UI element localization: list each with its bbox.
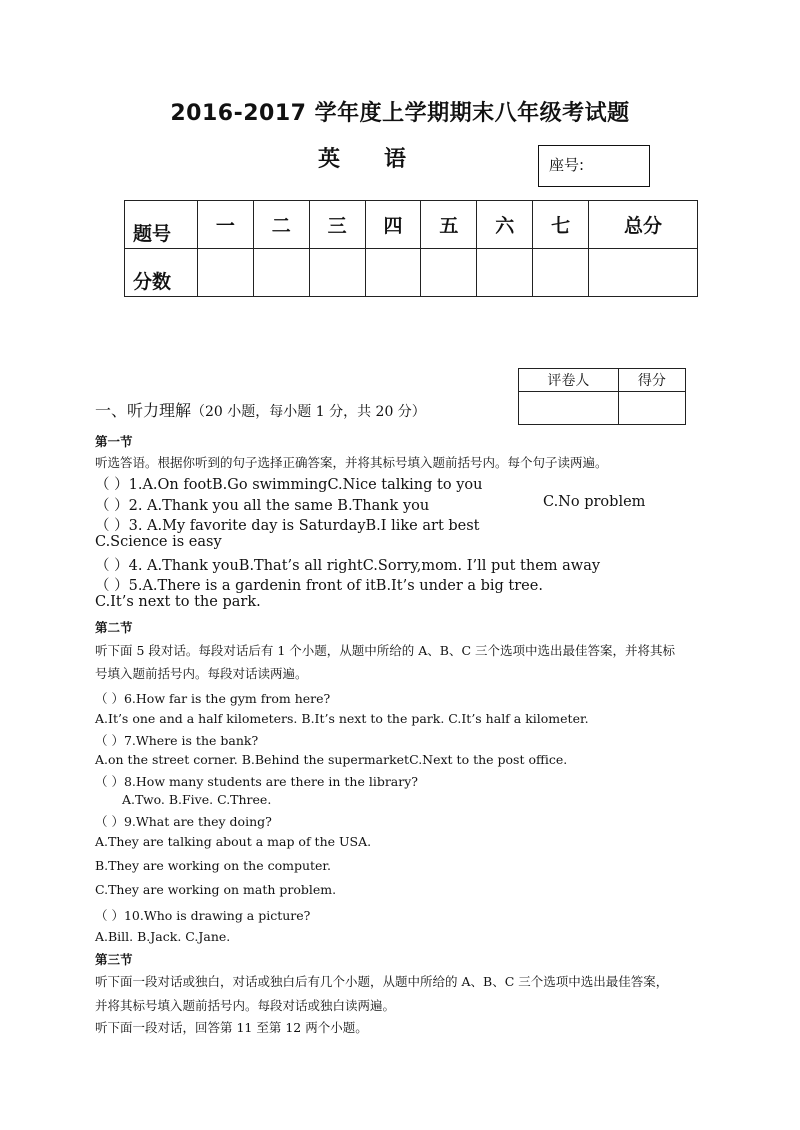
question-2-option-c: C.No problem xyxy=(543,494,646,510)
score-cell xyxy=(589,249,698,297)
section-title: 一、听力理解 xyxy=(95,401,192,420)
seat-label: 座号: xyxy=(549,156,585,174)
part3-instruction-1: 听下面一段对话或独白，对话或独白后有几个小题，从题中所给的 A、B、C 三个选项中选出最佳答案， xyxy=(95,974,669,989)
score-cell xyxy=(365,249,421,297)
question-9: （ ）9.What are they doing? xyxy=(95,814,272,829)
question-5: （ ）5.A.There is a gardenin front of itB.It’s under a big tree. xyxy=(95,578,543,594)
question-1: （ ）1.A.On footB.Go swimmingC.Nice talking to you xyxy=(95,477,483,493)
score-header-cell: 五 xyxy=(421,201,477,249)
question-8: （ ）8.How many students are there in the library? xyxy=(95,774,418,789)
score-header-cell: 六 xyxy=(477,201,533,249)
section-heading xyxy=(95,398,426,421)
question-4: （ ）4. A.Thank youB.That’s all rightC.Sorry,mom. I’ll put them away xyxy=(95,558,601,574)
question-6-options: A.It’s one and a half kilometers. B.It’s next to the park. C.It’s half a kilometer. xyxy=(95,711,589,726)
question-9-option-a: A.They are talking about a map of the USA. xyxy=(95,834,372,849)
score-header-cell: 七 xyxy=(533,201,589,249)
grader-cell xyxy=(519,392,619,425)
question-3-option-c: C.Science is easy xyxy=(95,534,222,550)
score-header: 得分 xyxy=(618,369,685,392)
grader-header: 评卷人 xyxy=(519,369,619,392)
question-7: （ ）7.Where is the bank? xyxy=(95,733,259,748)
score-header-cell: 三 xyxy=(309,201,365,249)
part3-instruction-2: 并将其标号填入题前括号内。每段对话或独白读两遍。 xyxy=(95,998,396,1013)
section-note: （20 小题，每小题 1 分，共 20 分） xyxy=(191,404,426,420)
subject-title: 英语 xyxy=(318,147,451,172)
part2-heading: 第二节 xyxy=(95,620,133,635)
question-7-options: A.on the street corner. B.Behind the supermarketC.Next to the post office. xyxy=(95,752,568,767)
seat-number-box xyxy=(538,145,650,187)
score-header-cell: 题号 xyxy=(125,201,198,249)
score-header-cell: 总分 xyxy=(589,201,698,249)
question-6: （ ）6.How far is the gym from here? xyxy=(95,691,331,706)
score-table-header-row xyxy=(125,201,698,249)
score-table xyxy=(124,200,698,297)
question-8-options: A.Two. B.Five. C.Three. xyxy=(122,792,272,807)
score-cell xyxy=(309,249,365,297)
score-value-cell xyxy=(618,392,685,425)
score-cell xyxy=(477,249,533,297)
question-10-options: A.Bill. B.Jack. C.Jane. xyxy=(95,929,231,944)
score-header-cell: 二 xyxy=(253,201,309,249)
question-10: （ ）10.Who is drawing a picture? xyxy=(95,908,311,923)
part2-instruction-2: 号填入题前括号内。每段对话读两遍。 xyxy=(95,666,308,681)
question-2: （ ）2. A.Thank you all the same B.Thank you xyxy=(95,498,430,514)
question-3: （ ）3. A.My favorite day is SaturdayB.I like art best xyxy=(95,518,480,534)
question-9-option-b: B.They are working on the computer. xyxy=(95,858,331,873)
score-cell xyxy=(198,249,254,297)
part1-instruction: 听选答语。根据你听到的句子选择正确答案，并将其标号填入题前括号内。每个句子读两遍。 xyxy=(95,455,608,470)
score-row-label: 分数 xyxy=(125,249,198,297)
score-header-cell: 四 xyxy=(365,201,421,249)
question-5-option-c: C.It’s next to the park. xyxy=(95,594,261,610)
exam-title: 2016-2017 学年度上学期期末八年级考试题 xyxy=(170,101,630,126)
score-cell xyxy=(533,249,589,297)
question-9-option-c: C.They are working on math problem. xyxy=(95,882,337,897)
score-header-cell: 一 xyxy=(198,201,254,249)
score-cell xyxy=(253,249,309,297)
score-table-score-row xyxy=(125,249,698,297)
score-cell xyxy=(421,249,477,297)
part3-instruction-3: 听下面一段对话，回答第 11 至第 12 两个小题。 xyxy=(95,1020,368,1035)
part1-heading: 第一节 xyxy=(95,434,133,449)
part3-heading: 第三节 xyxy=(95,952,133,967)
grader-table xyxy=(518,368,686,425)
part2-instruction-1: 听下面 5 段对话。每段对话后有 1 个小题，从题中所给的 A、B、C 三个选项中选出最佳答案，并将其标 xyxy=(95,643,676,658)
